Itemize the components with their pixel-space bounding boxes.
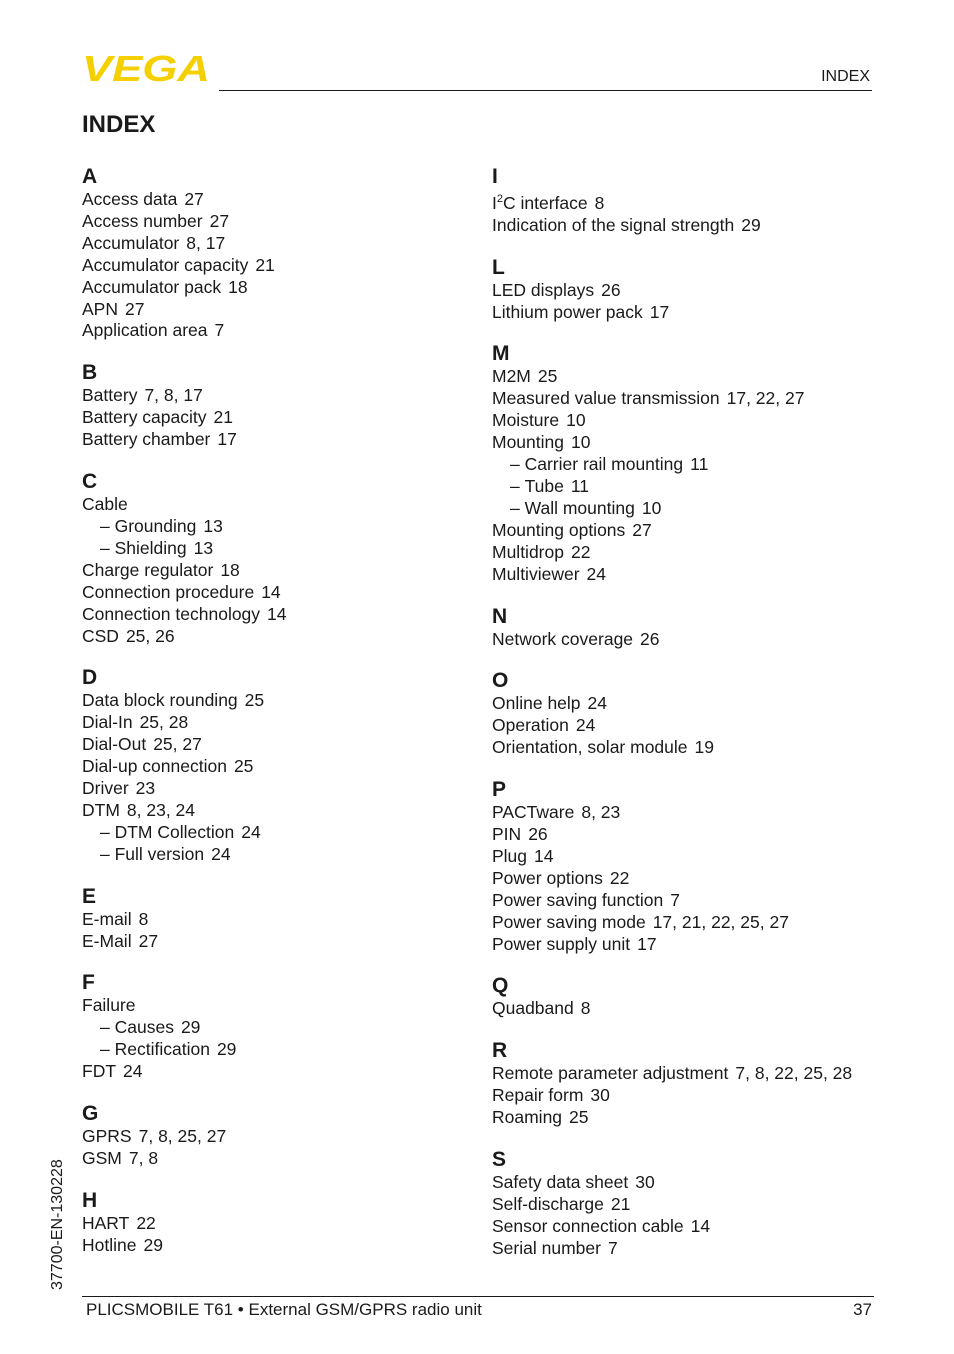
page-number: 37 <box>853 1300 872 1319</box>
entry-term: Power options <box>492 867 603 888</box>
index-section-l <box>492 256 892 324</box>
entry-term: PIN <box>492 824 522 845</box>
index-entry <box>82 995 462 1017</box>
entry-pages: 19 <box>694 737 714 758</box>
entry-pages: 24 <box>586 563 606 584</box>
document-code: 37700-EN-130228 <box>49 1159 66 1290</box>
index-subentry <box>492 476 892 498</box>
index-entry <box>82 756 462 778</box>
entry-pages: 25 <box>569 1107 589 1128</box>
entry-pages: 24 <box>123 1061 143 1082</box>
index-entry <box>82 626 462 648</box>
entry-pages: 7 <box>607 1237 618 1258</box>
index-entry <box>492 564 892 586</box>
index-entry <box>492 189 892 215</box>
entry-pages: 10 <box>641 497 662 518</box>
header-section-label: INDEX <box>821 68 870 85</box>
header-rule <box>219 90 872 91</box>
entry-pages: 27 <box>124 298 145 319</box>
entry-term: Battery chamber <box>82 429 211 450</box>
index-entry <box>492 1238 892 1260</box>
index-subentry <box>82 1017 462 1039</box>
entry-pages: 30 <box>590 1085 610 1106</box>
entry-pages: 8, 17 <box>186 232 226 253</box>
entry-pages: 14 <box>534 845 554 866</box>
index-entry <box>492 824 892 846</box>
index-entry <box>82 1061 462 1083</box>
index-section-m <box>492 342 892 585</box>
entry-pages: 24 <box>211 843 231 864</box>
entry-pages: 26 <box>528 824 548 845</box>
entry-pages: 17 <box>637 933 657 954</box>
entry-pages: 26 <box>601 279 621 300</box>
entry-term: Serial number <box>492 1237 601 1258</box>
entry-term: E-mail <box>82 908 132 929</box>
index-entry <box>82 320 462 342</box>
entry-pages: 10 <box>571 432 591 453</box>
index-section-n <box>492 605 892 651</box>
index-entry <box>82 211 462 233</box>
page-title: INDEX <box>82 111 156 138</box>
index-section-r <box>492 1039 892 1129</box>
index-subentry <box>82 822 462 844</box>
entry-pages: 27 <box>632 519 652 540</box>
entry-term: M2M <box>492 366 531 387</box>
section-letter: S <box>492 1148 507 1172</box>
entry-term: Power saving function <box>492 889 664 910</box>
index-subentry <box>492 454 892 476</box>
entry-pages: 8, 23, 24 <box>126 799 196 820</box>
index-column-left <box>82 165 462 1257</box>
entry-term: Lithium power pack <box>492 301 643 322</box>
entry-term: E-Mail <box>82 930 132 951</box>
entry-pages: 25, 27 <box>153 734 202 755</box>
entry-term: Shielding <box>114 537 187 558</box>
index-entry <box>492 802 892 824</box>
index-entry <box>492 302 892 324</box>
index-subentry <box>492 498 892 520</box>
entry-term: Dial-up connection <box>82 756 227 777</box>
vega-logo <box>82 52 212 84</box>
entry-pages: 23 <box>135 778 156 799</box>
entry-pages: 13 <box>193 537 214 558</box>
entry-pages: 17 <box>217 429 237 450</box>
index-entry <box>82 429 462 451</box>
entry-term: GPRS <box>82 1126 132 1147</box>
footer-title: PLICSMOBILE T61 • External GSM/GPRS radio unit <box>86 1300 482 1319</box>
section-letter: N <box>492 604 508 628</box>
entry-term-rest: C interface <box>503 192 588 213</box>
index-section-e <box>82 885 462 953</box>
index-entry <box>492 1216 892 1238</box>
index-entry <box>492 520 892 542</box>
entry-pages: 8 <box>138 908 149 929</box>
entry-term: PACTware <box>492 802 575 823</box>
entry-term: Application area <box>82 320 208 341</box>
index-entry <box>492 432 892 454</box>
entry-term: Wall mounting <box>524 497 635 518</box>
entry-term: FDT <box>82 1061 117 1082</box>
entry-pages: 24 <box>241 821 261 842</box>
section-letter: D <box>82 666 98 690</box>
section-letter: C <box>82 470 98 494</box>
section-letter: Q <box>492 974 509 998</box>
entry-pages: 18 <box>220 559 240 580</box>
index-section-h <box>82 1189 462 1257</box>
index-entry <box>82 385 462 407</box>
entry-term: Repair form <box>492 1085 584 1106</box>
entry-pages: 14 <box>261 581 281 602</box>
entry-term: Accumulator pack <box>82 276 222 297</box>
entry-term: Mounting <box>492 432 564 453</box>
entry-term: Orientation, solar module <box>492 737 688 758</box>
entry-pages: 30 <box>635 1172 655 1193</box>
entry-term: Roaming <box>492 1107 563 1128</box>
entry-term: Indication of the signal strength <box>492 214 735 235</box>
entry-pages: 24 <box>575 715 596 736</box>
index-entry <box>82 1213 462 1235</box>
entry-term: Connection technology <box>82 603 261 624</box>
entry-term: Power supply unit <box>492 933 631 954</box>
entry-term: Full version <box>114 843 205 864</box>
entry-pages: 27 <box>138 930 159 951</box>
section-letter: L <box>492 255 505 279</box>
index-entry <box>492 934 892 956</box>
entry-term: LED displays <box>492 279 595 300</box>
section-letter: H <box>82 1188 98 1212</box>
index-section-s <box>492 1148 892 1260</box>
section-letter: F <box>82 971 95 995</box>
index-subentry <box>82 516 462 538</box>
index-section-i <box>492 165 892 237</box>
entry-pages: 25, 28 <box>139 712 189 733</box>
entry-pages: 21 <box>255 254 275 275</box>
entry-pages: 29 <box>180 1017 201 1038</box>
index-entry <box>492 998 892 1020</box>
entry-term: APN <box>82 298 118 319</box>
index-subentry <box>82 1039 462 1061</box>
entry-pages: 22 <box>609 867 630 888</box>
entry-term: DTM Collection <box>114 821 235 842</box>
section-letter: A <box>82 165 98 188</box>
entry-pages: 7, 8 <box>128 1148 159 1168</box>
entry-pages: 7, 8, 17 <box>144 385 203 406</box>
entry-pages: 29 <box>741 214 761 235</box>
entry-pages: 22 <box>570 541 591 562</box>
entry-term: Remote parameter adjustment <box>492 1063 729 1084</box>
entry-term: Causes <box>114 1017 174 1038</box>
entry-pages: 11 <box>570 475 590 496</box>
index-entry <box>492 215 892 237</box>
index-section-d <box>82 666 462 865</box>
svg-text:VEGA: VEGA <box>82 52 210 84</box>
entry-term: Data block rounding <box>82 690 238 711</box>
index-section-g <box>82 1102 462 1170</box>
entry-term: Cable <box>82 494 128 515</box>
index-entry <box>492 388 892 410</box>
index-entry <box>82 277 462 299</box>
entry-term: Accumulator capacity <box>82 254 249 275</box>
index-entry <box>82 931 462 953</box>
index-section-f <box>82 971 462 1083</box>
entry-pages: 18 <box>228 276 248 297</box>
entry-pages: 25 <box>537 366 558 387</box>
index-section-c <box>82 470 462 647</box>
index-entry <box>492 1063 892 1085</box>
index-entry <box>82 407 462 429</box>
index-entry <box>82 189 462 211</box>
entry-pages: 11 <box>690 454 709 475</box>
entry-term: Access number <box>82 210 203 231</box>
section-letter: G <box>82 1102 99 1126</box>
index-entry <box>492 366 892 388</box>
entry-term: Multiviewer <box>492 563 580 584</box>
index-entry <box>492 629 892 651</box>
entry-term: I <box>492 192 497 213</box>
entry-pages: 25, 26 <box>125 625 175 646</box>
index-entry <box>82 734 462 756</box>
index-entry <box>492 542 892 564</box>
entry-term: Hotline <box>82 1234 137 1255</box>
index-entry <box>492 1107 892 1129</box>
index-entry <box>492 868 892 890</box>
entry-pages: 21 <box>213 407 233 428</box>
entry-pages: 14 <box>690 1215 711 1236</box>
index-section-p <box>492 778 892 955</box>
entry-term: Multidrop <box>492 541 564 562</box>
entry-pages: 29 <box>216 1039 237 1060</box>
entry-pages: 22 <box>136 1212 156 1233</box>
entry-term: Access data <box>82 189 178 209</box>
index-entry <box>82 778 462 800</box>
index-entry <box>492 737 892 759</box>
index-entry <box>82 560 462 582</box>
entry-pages: 17, 22, 27 <box>726 388 805 409</box>
entry-term: Failure <box>82 995 136 1016</box>
index-subentry <box>82 538 462 560</box>
entry-term: DTM <box>82 799 120 820</box>
index-entry <box>82 604 462 626</box>
index-entry <box>82 690 462 712</box>
footer-rule <box>82 1296 874 1297</box>
entry-pages: 25 <box>233 756 254 777</box>
index-entry <box>492 693 892 715</box>
entry-pages: 27 <box>209 210 230 231</box>
section-letter: I <box>492 165 498 188</box>
index-entry <box>82 494 462 516</box>
entry-pages: 17, 21, 22, 25, 27 <box>652 911 789 932</box>
entry-pages: 25 <box>244 690 265 711</box>
index-entry <box>82 233 462 255</box>
entry-term: CSD <box>82 625 119 646</box>
index-entry <box>492 912 892 934</box>
index-section-b <box>82 361 462 451</box>
section-letter: R <box>492 1039 508 1063</box>
index-section-a <box>82 165 462 342</box>
index-entry <box>82 582 462 604</box>
entry-term: Dial-Out <box>82 734 147 755</box>
entry-term: GSM <box>82 1148 122 1168</box>
index-entry <box>492 1085 892 1107</box>
entry-term: Network coverage <box>492 628 634 649</box>
entry-term: Connection procedure <box>82 581 255 602</box>
entry-term: HART <box>82 1212 130 1233</box>
entry-term: Operation <box>492 715 569 736</box>
entry-term: Moisture <box>492 410 560 431</box>
section-letter: P <box>492 778 507 802</box>
index-entry <box>82 1148 462 1170</box>
index-entry <box>492 1172 892 1194</box>
entry-pages: 10 <box>566 410 586 431</box>
index-entry <box>492 846 892 868</box>
entry-pages: 24 <box>587 693 608 714</box>
entry-pages: 14 <box>267 603 287 624</box>
entry-term: Dial-In <box>82 712 133 733</box>
entry-term: Rectification <box>114 1039 210 1060</box>
index-subentry <box>82 844 462 866</box>
section-letter: M <box>492 342 510 366</box>
index-entry <box>492 890 892 912</box>
entry-term: Online help <box>492 693 581 714</box>
entry-term: Sensor connection cable <box>492 1215 684 1236</box>
index-entry <box>82 1235 462 1257</box>
entry-term: Self-discharge <box>492 1194 604 1215</box>
index-entry <box>492 280 892 302</box>
section-letter: E <box>82 884 97 908</box>
entry-term: Battery <box>82 385 138 406</box>
index-column-right <box>492 165 892 1260</box>
section-letter: O <box>492 669 509 693</box>
entry-pages: 8 <box>580 998 591 1019</box>
index-entry <box>82 299 462 321</box>
index-entry <box>82 800 462 822</box>
entry-term: Measured value transmission <box>492 388 720 409</box>
entry-term: Mounting options <box>492 519 626 540</box>
entry-term: Plug <box>492 845 528 866</box>
index-entry <box>82 1126 462 1148</box>
index-entry <box>492 410 892 432</box>
index-entry <box>82 712 462 734</box>
entry-term: Grounding <box>114 515 197 536</box>
entry-term: Charge regulator <box>82 559 214 580</box>
entry-pages: 13 <box>203 515 223 536</box>
index-entry <box>492 1194 892 1216</box>
index-entry <box>492 715 892 737</box>
entry-superscript: 2 <box>496 193 503 205</box>
entry-pages: 26 <box>640 628 660 649</box>
entry-pages: 7 <box>670 889 680 910</box>
entry-pages: 7, 8, 25, 27 <box>138 1126 227 1147</box>
entry-pages: 7, 8, 22, 25, 28 <box>735 1063 853 1084</box>
entry-term: Battery capacity <box>82 407 207 428</box>
entry-term: Safety data sheet <box>492 1172 629 1193</box>
entry-pages: 17 <box>649 301 670 322</box>
section-letter: B <box>82 361 98 385</box>
entry-pages: 8 <box>594 192 605 213</box>
index-section-q <box>492 974 892 1020</box>
index-section-o <box>492 669 892 759</box>
entry-term: Accumulator <box>82 232 180 253</box>
entry-term: Quadband <box>492 998 574 1019</box>
entry-term: Power saving mode <box>492 911 646 932</box>
entry-pages: 8, 23 <box>581 802 621 823</box>
index-entry <box>82 909 462 931</box>
index-entry <box>82 255 462 277</box>
entry-term: Carrier rail mounting <box>524 454 684 475</box>
entry-pages: 21 <box>610 1194 631 1215</box>
entry-pages: 27 <box>184 189 204 209</box>
entry-pages: 7 <box>214 320 225 341</box>
entry-term: Tube <box>524 475 564 496</box>
entry-pages: 29 <box>143 1234 163 1255</box>
entry-term: Driver <box>82 778 129 799</box>
